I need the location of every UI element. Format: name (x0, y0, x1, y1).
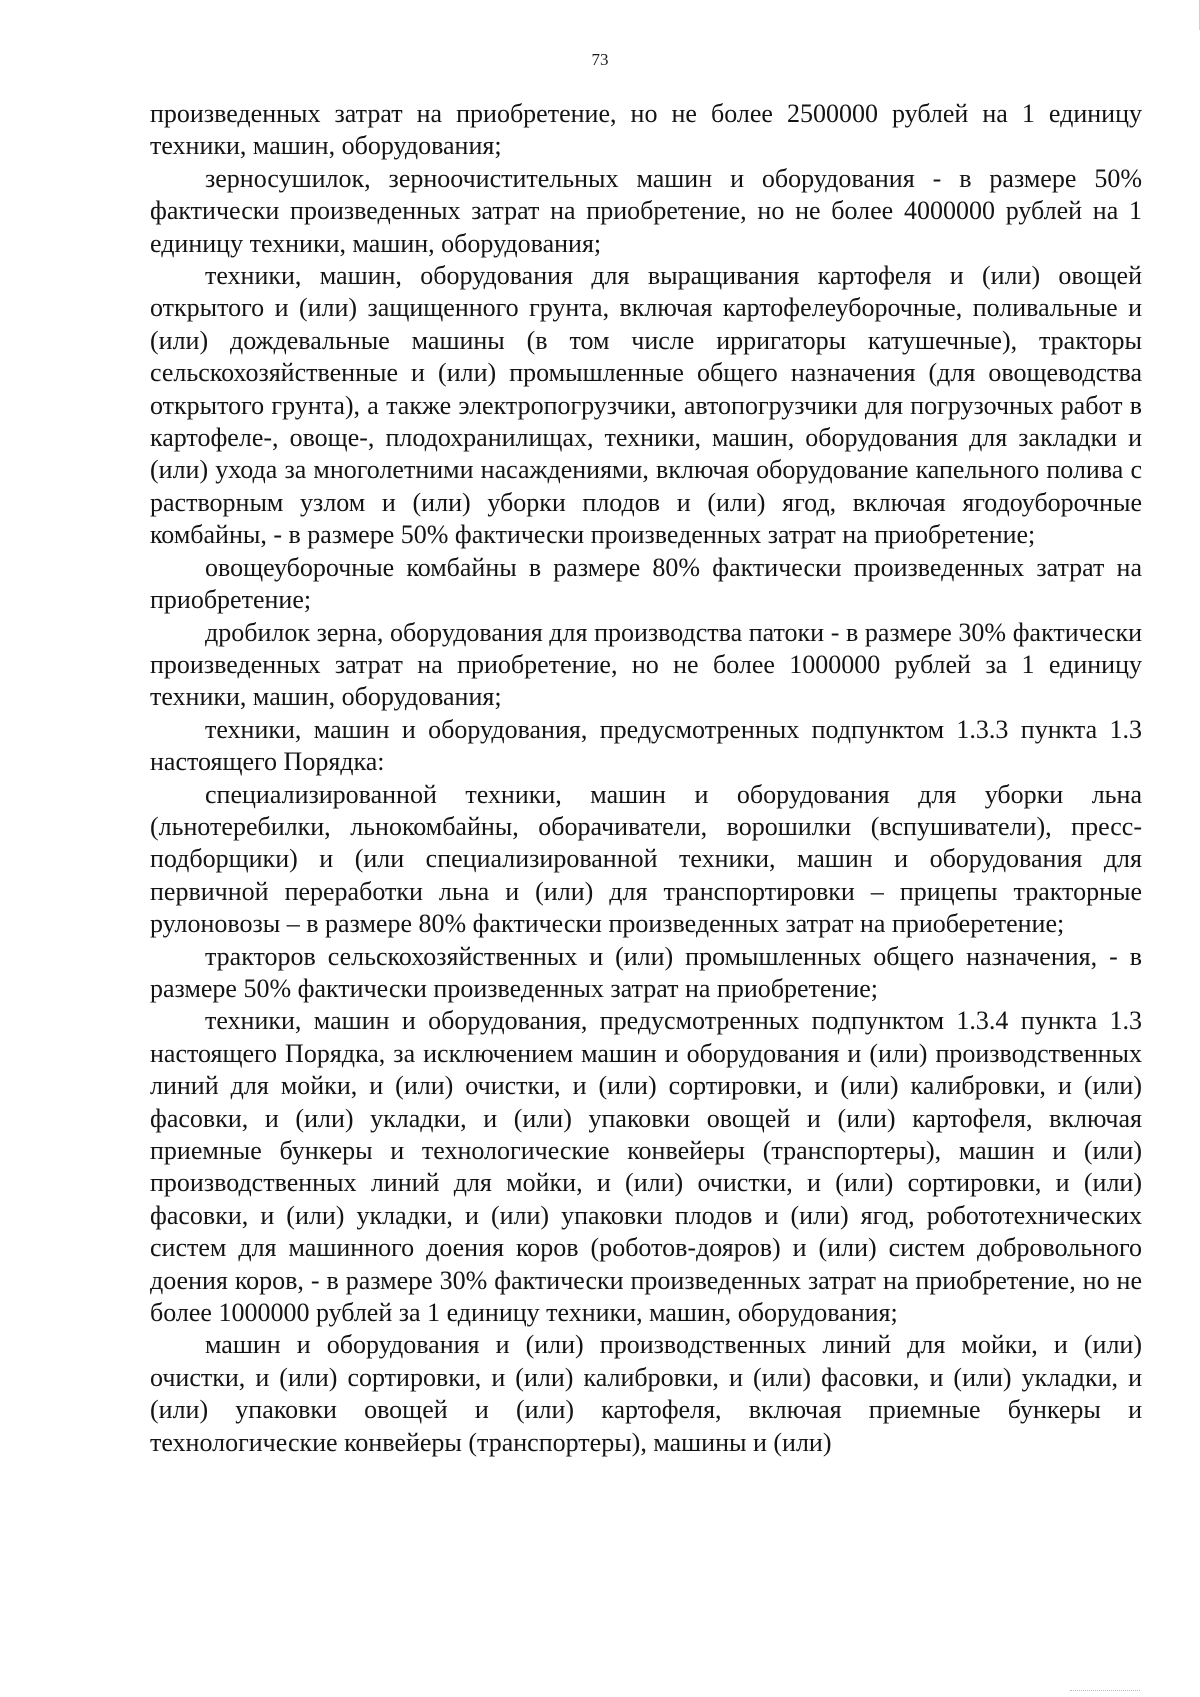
paragraph-vegetable-harvesters: овощеуборочные комбайны в размере 80% фактически произведенных затрат на приобретение; (150, 552, 1142, 615)
paragraph-continuation: произведенных затрат на приобретение, но не более 2500000 рублей на 1 единицу техники, машин, оборудования; (150, 99, 1142, 161)
paragraph-washing-lines: машин и оборудования и (или) производственных линий для мойки, и (или) очистки, и (или) сортировки, и (или) калибровки, и (или) фасовки, и (или) укладки, и (или) упаковки овощей и (или) картофеля, включая приемные бункеры и технологические конвейеры (транспортеры), машины и (или) (150, 1330, 1142, 1457)
paragraph-grain-dryers: зерносушилок, зерноочистительных машин и оборудования - в размере 50% фактически произведенных затрат на приобретение, но не более 4000000 рублей на 1 единицу техники, машин, оборудования; (150, 163, 1142, 258)
paragraph-subclause-1-3-4: техники, машин и оборудования, предусмотренных подпунктом 1.3.4 пункта 1.3 настоящего Порядка, за исключением машин и оборудования и (или) производственных линий для мойки, и (или) очистки, и (или) сортировки, и (или) калибровки, и (или) фасовки, и (или) укладки, и (или) упаковки овощей и (или) картофеля, включая приемные бункеры и технологические конвейеры (транспортеры), машин и (или) производственных линий для мойки, и (или) очистки, и (или) сортировки, и (или) фасовки, и (или) укладки, и (или) упаковки плодов и (или) ягод, робототехнических систем для машинного доения коров (роботов-дояров) и (или) систем добровольного доения коров, - в размере 30% фактически произведенных затрат на приобретение, но не более 1000000 рублей за 1 единицу техники, машин, оборудования; (150, 1006, 1142, 1328)
paragraph-potato-vegetable-equipment: техники, машин, оборудования для выращивания картофеля и (или) овощей открытого и (или) защищенного грунта, включая картофелеуборочные, поливальные и (или) дождевальные машины (в том числе ирригаторы катушечные), тракторы сельскохозяйственные и (или) промышленные общего назначения (для овощеводства открытого грунта), а также электропогрузчики, автопогрузчики для погрузочных работ в картофеле-, овоще-, плодохранилищах, техники, машин, оборудования для закладки и (или) ухода за многолетними насаждениями, включая оборудование капельного полива с растворным узлом и (или) уборки плодов и (или) ягод, включая ягодоуборочные комбайны, - в размере 50% фактически произведенных затрат на приобретение; (150, 261, 1142, 550)
scan-bottom-mark (1070, 1690, 1140, 1697)
paragraph-subclause-1-3-3: техники, машин и оборудования, предусмотренных подпунктом 1.3.3 пункта 1.3 настоящего Порядка: (150, 714, 1142, 777)
paragraph-tractors: тракторов сельскохозяйственных и (или) промышленных общего назначения, - в размере 50% фактически произведенных затрат на приобретение; (150, 941, 1142, 1003)
document-body (150, 98, 1142, 1459)
paragraph-grain-crushers: дробилок зерна, оборудования для производства патоки - в размере 30% фактически произведенных затрат на приобретение, но не более 1000000 рублей за 1 единицу техники, машин, оборудования; (150, 617, 1142, 712)
paragraph-flax-equipment: специализированной техники, машин и оборудования для уборки льна (льнотеребилки, льнокомбайны, оборачиватели, ворошилки (вспушиватели), пресс-подборщики) и (или специализированной техники, машин и оборудования для первичной переработки льна и (или) для транспортировки – прицепы тракторные рулоновозы – в размере 80% фактически произведенных затрат на приоберетение; (150, 779, 1142, 939)
page-number: 73 (591, 50, 609, 69)
scan-edge-mark (1191, 0, 1200, 30)
